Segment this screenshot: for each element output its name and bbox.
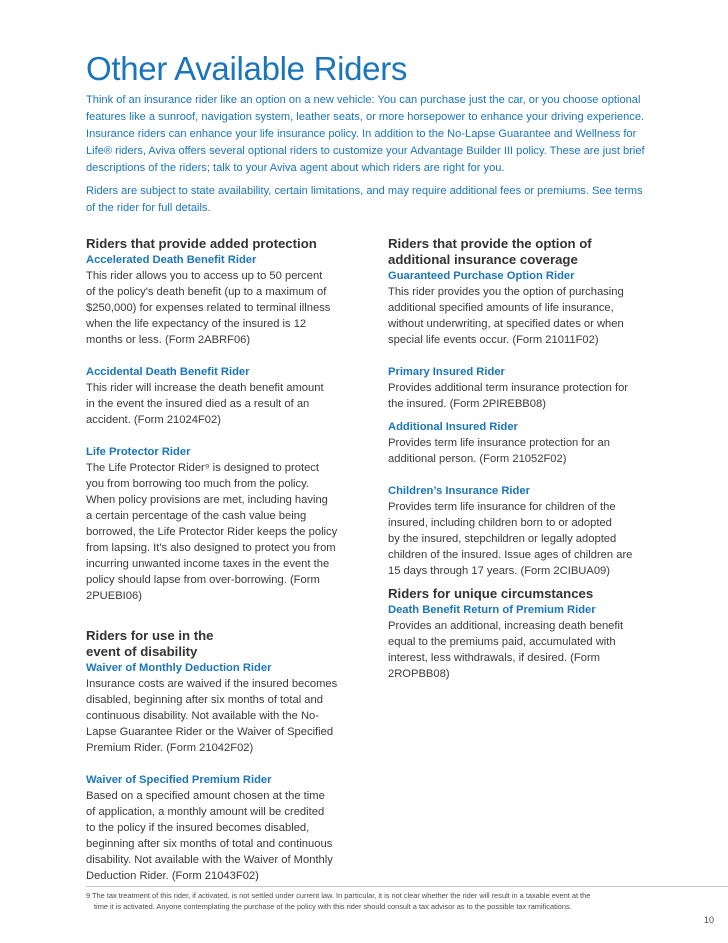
text-line: to the policy if the insured becomes disabled, bbox=[86, 822, 310, 834]
section-heading-added-protection: Riders that provide added protection bbox=[86, 236, 317, 251]
footnote-line: time it is activated. Anyone contemplating the purchase of the policy with this rider should consult a tax advisor as to the possible tax ramifications. bbox=[94, 902, 572, 911]
rider-accelerated-death-benefit bbox=[86, 252, 361, 348]
text-line: of application, a monthly amount will be credited bbox=[86, 806, 325, 818]
text-line: months or less. (Form 2ABRF06) bbox=[86, 334, 251, 346]
heading-line: additional insurance coverage bbox=[388, 252, 578, 267]
rider-guaranteed-purchase-option bbox=[388, 268, 650, 348]
left-column bbox=[86, 236, 361, 884]
rider-description bbox=[86, 380, 361, 428]
rider-additional-insured bbox=[388, 419, 650, 467]
text-line: insured, including children born to or adopted bbox=[388, 517, 612, 529]
text-line: Provides term life insurance protection for an bbox=[388, 437, 610, 449]
rider-title: Accidental Death Benefit Rider bbox=[86, 366, 250, 378]
text-line: beginning after six months of total and continuous bbox=[86, 838, 333, 850]
text-line: Premium Rider. (Form 21042F02) bbox=[86, 742, 254, 754]
rider-title: Death Benefit Return of Premium Rider bbox=[388, 604, 596, 616]
rider-description bbox=[388, 284, 650, 348]
rider-title: Guaranteed Purchase Option Rider bbox=[388, 270, 575, 282]
text-line: 2PUEBI06) bbox=[86, 590, 142, 602]
footnote bbox=[86, 890, 626, 912]
text-line: when the life expectancy of the insured is 12 bbox=[86, 318, 307, 330]
text-line: disabled, beginning after six months of total and bbox=[86, 694, 323, 706]
section-heading-unique-circumstances: Riders for unique circumstances bbox=[388, 586, 594, 601]
footnote-line: 9 The tax treatment of this rider, if activated, is not settled under current law. In particular, it is not clear whether the rider will result in a taxable event at the bbox=[86, 891, 591, 900]
text-line: a certain percentage of the cash value being bbox=[86, 510, 307, 522]
text-line: by the insured, stepchildren or legally adopted bbox=[388, 533, 617, 545]
text-line: the insured. (Form 2PIREBB08) bbox=[388, 398, 546, 410]
rider-title: Accelerated Death Benefit Rider bbox=[86, 254, 257, 266]
rider-description bbox=[86, 268, 361, 348]
heading-line: Riders that provide the option of bbox=[388, 236, 592, 251]
rider-description bbox=[388, 435, 650, 467]
text-line: Deduction Rider. (Form 21043F02) bbox=[86, 870, 259, 882]
text-line: without underwriting, at specified dates or when bbox=[388, 318, 624, 330]
text-line: children of the insured. Issue ages of children are bbox=[388, 549, 633, 561]
rider-description bbox=[388, 499, 650, 579]
text-line: This rider provides you the option of purchasing bbox=[388, 286, 624, 298]
rider-description bbox=[86, 788, 361, 884]
text-line: you from borrowing too much from the policy. bbox=[86, 478, 310, 490]
rider-title: Waiver of Monthly Deduction Rider bbox=[86, 662, 272, 674]
text-line: This rider will increase the death benefit amount bbox=[86, 382, 324, 394]
text-line: policy should lapse from over-borrowing. (Form bbox=[86, 574, 320, 586]
text-line: Lapse Guarantee Rider or the Waiver of Specified bbox=[86, 726, 334, 738]
right-column bbox=[388, 236, 650, 682]
text-line: from lapsing. It's also designed to protect you from bbox=[86, 542, 336, 554]
rider-accidental-death-benefit bbox=[86, 364, 361, 428]
rider-description bbox=[388, 380, 650, 412]
section-heading-disability bbox=[86, 628, 361, 660]
rider-title: Children’s Insurance Rider bbox=[388, 485, 530, 497]
intro-paragraph: Think of an insurance rider like an option on a new vehicle: You can purchase just the car, or you choose optional features like a sunroof, navigation system, leather seats, or more horsepower to enhance your driving experience. Insurance riders can enhance your life insurance policy. In addition to the No-Lapse Guarantee and Wellness for Life® riders, Aviva offers several optional riders to customize your Advantage Builder III policy. These are just brief descriptions of the riders; talk to your Aviva agent about which riders are right for you. bbox=[86, 94, 645, 174]
section-heading-additional-coverage bbox=[388, 236, 650, 268]
rider-childrens-insurance bbox=[388, 483, 650, 579]
text-line: borrowed, the Life Protector Rider keeps the policy bbox=[86, 526, 338, 538]
rider-waiver-specified-premium bbox=[86, 772, 361, 884]
text-line: Insurance costs are waived if the insured becomes bbox=[86, 678, 338, 690]
text-line: Based on a specified amount chosen at the time bbox=[86, 790, 325, 802]
rider-primary-insured bbox=[388, 364, 650, 412]
rider-description bbox=[86, 460, 361, 604]
footnote-divider bbox=[86, 886, 728, 887]
rider-title: Additional Insured Rider bbox=[388, 421, 518, 433]
text-line: Provides an additional, increasing death benefit bbox=[388, 620, 624, 632]
rider-title: Waiver of Specified Premium Rider bbox=[86, 774, 272, 786]
rider-title: Primary Insured Rider bbox=[388, 366, 505, 378]
page-title: Other Available Riders bbox=[86, 50, 408, 87]
text-line: continuous disability. Not available with the No- bbox=[86, 710, 319, 722]
rider-death-benefit-return-of-premium bbox=[388, 602, 650, 682]
text-line: This rider allows you to access up to 50 percent bbox=[86, 270, 323, 282]
text-line: The Life Protector Rider⁹ is designed to protect bbox=[86, 462, 320, 474]
heading-line: Riders for use in the bbox=[86, 628, 214, 643]
text-line: Provides term life insurance for children of the bbox=[388, 501, 616, 513]
rider-life-protector bbox=[86, 444, 361, 604]
text-line: incurring unwanted income taxes in the event the bbox=[86, 558, 330, 570]
text-line: disability. Not available with the Waiver of Monthly bbox=[86, 854, 333, 866]
text-line: $250,000) for expenses related to terminal illness bbox=[86, 302, 331, 314]
text-line: Provides additional term insurance protection for bbox=[388, 382, 629, 394]
text-line: additional person. (Form 21052F02) bbox=[388, 453, 567, 465]
text-line: additional specified amounts of life insurance, bbox=[388, 302, 614, 314]
text-line: 2ROPBB08) bbox=[388, 668, 450, 680]
text-line: interest, less withdrawals, if desired. (Form bbox=[388, 652, 601, 664]
text-line: special life events occur. (Form 21011F02) bbox=[388, 334, 599, 346]
text-line: equal to the premiums paid, accumulated with bbox=[388, 636, 616, 648]
rider-description bbox=[388, 618, 650, 682]
page-number: 10 bbox=[703, 915, 714, 925]
text-line: in the event the insured died as a result of an bbox=[86, 398, 310, 410]
rider-description bbox=[86, 676, 361, 756]
text-line: of the policy's death benefit (up to a maximum of bbox=[86, 286, 327, 298]
heading-line: event of disability bbox=[86, 644, 198, 659]
rider-waiver-monthly-deduction bbox=[86, 660, 361, 756]
text-line: 15 days through 17 years. (Form 2CIBUA09) bbox=[388, 565, 610, 577]
disclaimer-paragraph: Riders are subject to state availability, certain limitations, and may require additional fees or premiums. See terms of the rider for full details. bbox=[86, 185, 643, 214]
rider-title: Life Protector Rider bbox=[86, 446, 191, 458]
text-line: When policy provisions are met, including having bbox=[86, 494, 328, 506]
text-line: accident. (Form 21024F02) bbox=[86, 414, 221, 426]
intro-block bbox=[86, 92, 646, 217]
